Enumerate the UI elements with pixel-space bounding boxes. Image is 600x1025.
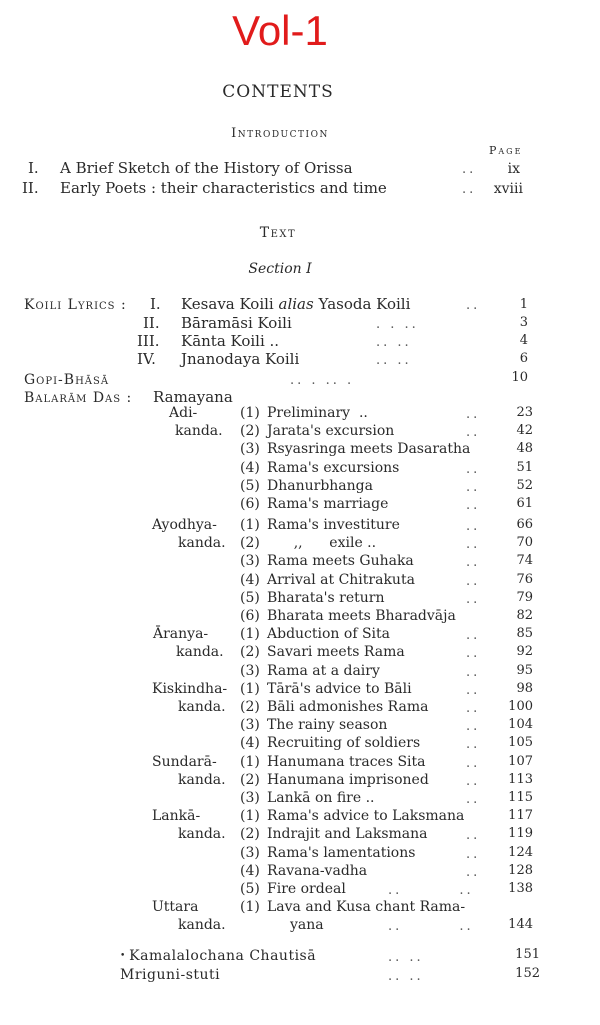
entry-title: The rainy season xyxy=(267,717,388,734)
extra-page-1: 151 xyxy=(515,947,540,962)
intro-page-2: xviii xyxy=(493,181,523,197)
intro-title-2: Early Poets : their characteristics and time xyxy=(60,179,387,197)
kanda-name: Uttara xyxy=(152,899,199,916)
kanda-name: Adi- xyxy=(169,405,198,421)
kanda-name-suffix: kanda. xyxy=(178,826,226,843)
entry-dots: .. xyxy=(466,664,481,680)
koili-page-4: 6 xyxy=(519,351,528,366)
entry-page: 85 xyxy=(516,626,533,642)
entry-title: ,, exile .. xyxy=(267,535,377,552)
section-heading: Section I xyxy=(248,261,312,277)
entry-dots: .. xyxy=(466,682,481,698)
entry-page: 23 xyxy=(516,405,533,420)
entry-title: Jarata's excursion xyxy=(267,423,395,440)
entry-page: 124 xyxy=(508,844,533,860)
koili-title-3: Kānta Koili .. xyxy=(181,332,280,350)
entry-number: (6) xyxy=(240,607,260,624)
koili-num-3: III. xyxy=(137,332,160,350)
kanda-name: Ayodhya- xyxy=(152,516,217,533)
volume-label: Vol-1 xyxy=(232,7,328,54)
entry-page: 95 xyxy=(516,662,533,678)
entry-number: (3) xyxy=(240,662,260,679)
koili-page-3: 4 xyxy=(519,333,528,348)
entry-number: (4) xyxy=(240,459,260,476)
extra-title-2: Mriguni-stuti xyxy=(120,967,221,983)
entry-page: 52 xyxy=(516,477,533,493)
koili-title-1-italic: alias xyxy=(278,295,314,313)
entry-number: (3) xyxy=(240,789,260,806)
entry-dots: .. xyxy=(466,591,481,607)
entry-number: (2) xyxy=(240,644,260,661)
entry-title: Recruiting of soldiers xyxy=(267,735,421,752)
extra-page-2: 152 xyxy=(515,966,540,981)
entry-page: 74 xyxy=(516,553,533,569)
bullet-icon: • xyxy=(120,951,130,961)
entry-page: 98 xyxy=(516,680,533,696)
kanda-name-suffix: kanda. xyxy=(176,644,224,661)
entry-page: 107 xyxy=(508,753,533,769)
entry-title: Indrajit and Laksmana xyxy=(267,826,428,843)
intro-dots-2: .. xyxy=(462,182,477,197)
entry-number: (1) xyxy=(240,753,260,770)
entry-title: Rama's excursions xyxy=(267,459,400,476)
koili-title-1-b: Yasoda Koili xyxy=(313,295,411,313)
entry-number: (1) xyxy=(240,626,260,643)
entry-page: 61 xyxy=(516,496,533,511)
entry-dots: .. .. xyxy=(388,919,474,935)
entry-page: 70 xyxy=(516,535,533,551)
balaram-title: Ramayana xyxy=(153,388,233,406)
entry-page: 42 xyxy=(516,423,533,439)
entry-page: 104 xyxy=(508,717,533,733)
contents-title: CONTENTS xyxy=(222,82,334,102)
entry-dots: .. xyxy=(466,498,481,513)
kanda-name-suffix: kanda. xyxy=(175,423,223,440)
entry-page: 144 xyxy=(508,917,533,933)
koili-page-2: 3 xyxy=(519,315,528,330)
koili-title-1 xyxy=(181,297,410,312)
entry-number: (5) xyxy=(240,589,260,606)
entry-title: Lava and Kusa chant Rama- xyxy=(267,899,466,916)
entry-dots: .. xyxy=(466,737,481,753)
entry-dots: .. xyxy=(466,646,481,662)
koili-dots-4: .. .. xyxy=(376,353,412,368)
entry-title: Rama's marriage xyxy=(267,496,389,512)
intro-page-1: ix xyxy=(507,161,520,177)
extra-dots-2: .. .. xyxy=(388,969,424,984)
entry-page: 117 xyxy=(508,808,533,824)
entry-title: Rama's advice to Laksmana xyxy=(267,808,465,825)
koili-title-4: Jnanodaya Koili xyxy=(181,350,300,368)
koili-title-2: Bāramāsi Koili xyxy=(181,314,292,332)
entry-number: (2) xyxy=(240,826,260,843)
koili-dots-2: . . .. xyxy=(376,317,419,332)
entry-title: Bāli admonishes Rama xyxy=(267,698,429,715)
entry-dots: .. xyxy=(466,461,481,477)
koili-page-1: 1 xyxy=(519,297,528,312)
entry-number: (2) xyxy=(240,423,260,440)
gopi-page: 10 xyxy=(511,370,528,385)
kanda-name-suffix: kanda. xyxy=(178,917,226,934)
kanda-name-suffix: kanda. xyxy=(178,698,226,715)
entry-title: Hanumana traces Sita xyxy=(267,753,426,770)
entry-title: Savari meets Rama xyxy=(267,644,405,661)
entry-dots: .. xyxy=(466,407,481,422)
entry-page: 119 xyxy=(508,826,533,842)
entry-dots: .. xyxy=(466,555,481,571)
intro-dots-1: .. xyxy=(462,162,477,177)
entry-number: (1) xyxy=(240,405,260,421)
introduction-heading: Introduction xyxy=(231,126,329,141)
entry-title: Rama at a dairy xyxy=(267,662,380,679)
entry-number: (1) xyxy=(240,680,260,697)
extra-title-1-text: Kamalalochana Chautisā xyxy=(129,948,317,964)
entry-number: (2) xyxy=(240,535,260,552)
entry-dots: .. xyxy=(466,518,481,534)
entry-title: Rama meets Guhaka xyxy=(267,553,414,570)
entry-number: (3) xyxy=(240,844,260,861)
extra-dots-1: .. .. xyxy=(388,950,424,965)
entry-number: (3) xyxy=(240,553,260,570)
entry-dots: .. xyxy=(466,425,481,441)
entry-number: (5) xyxy=(240,880,260,897)
entry-dots: .. xyxy=(466,791,481,807)
koili-dots-3: .. .. xyxy=(376,335,412,350)
page-column-label: Page xyxy=(489,144,523,157)
entry-title: Rsyasringa meets Dasaratha xyxy=(267,441,471,458)
entry-page: 138 xyxy=(508,880,533,896)
koili-title-1-a: Kesava Koili xyxy=(181,295,279,313)
gopi-label: Gopi-Bhāsā xyxy=(24,372,110,388)
entry-number: (5) xyxy=(240,477,260,494)
kanda-name: Āranya- xyxy=(153,626,209,643)
kanda-name: Kiskindha- xyxy=(152,680,228,697)
entry-title: Lankā on fire .. xyxy=(267,789,375,806)
entry-dots: .. xyxy=(466,537,481,553)
entry-page: 79 xyxy=(516,589,533,605)
entry-number: (4) xyxy=(240,862,260,879)
entry-number: (3) xyxy=(240,717,260,734)
entry-dots: .. .. xyxy=(388,882,474,898)
entry-number: (2) xyxy=(240,771,260,788)
entry-title: Ravana-vadha xyxy=(267,862,368,879)
entry-page: 48 xyxy=(516,441,533,457)
entry-dots: .. xyxy=(466,846,481,862)
kanda-name: Sundarā- xyxy=(152,753,217,770)
intro-num-1: I. xyxy=(28,159,39,177)
entry-page: 76 xyxy=(516,571,533,587)
entry-page: 92 xyxy=(516,644,533,660)
entry-title: Bharata meets Bharadvāja xyxy=(267,607,456,624)
extra-title-1 xyxy=(120,949,316,963)
kanda-name: Lankā- xyxy=(152,808,201,825)
entry-dots: .. xyxy=(466,773,481,789)
entry-number: (4) xyxy=(240,571,260,588)
entry-number: (1) xyxy=(240,899,260,916)
entry-dots: .. xyxy=(466,700,481,716)
entry-dots: .. xyxy=(466,864,481,880)
intro-title-1: A Brief Sketch of the History of Orissa xyxy=(60,159,353,177)
kanda-name-suffix: kanda. xyxy=(178,771,226,788)
entry-title: Arrival at Chitrakuta xyxy=(267,571,415,588)
intro-num-2: II. xyxy=(22,179,39,197)
entry-page: 66 xyxy=(516,516,533,532)
entry-number: (4) xyxy=(240,735,260,752)
entry-number: (6) xyxy=(240,496,260,512)
entry-number: (2) xyxy=(240,698,260,715)
entry-number: (1) xyxy=(240,516,260,533)
entry-title: Bharata's return xyxy=(267,589,385,606)
entry-dots: .. xyxy=(466,573,481,589)
entry-page: 82 xyxy=(516,607,533,623)
entry-dots: .. xyxy=(466,719,481,735)
entry-title: Preliminary .. xyxy=(267,405,368,421)
entry-dots: .. xyxy=(466,628,481,644)
koili-num-2: II. xyxy=(143,314,160,332)
entry-title: Hanumana imprisoned xyxy=(267,771,429,788)
koili-num-1: I. xyxy=(150,295,161,313)
entry-number: (3) xyxy=(240,441,260,458)
entry-page: 51 xyxy=(516,459,533,475)
entry-page: 100 xyxy=(508,698,533,714)
koili-num-4: IV. xyxy=(137,350,156,368)
balaram-label: Balarām Das : xyxy=(24,390,133,406)
entry-dots: .. xyxy=(466,755,481,771)
koili-label: Koili Lyrics : xyxy=(24,297,127,313)
entry-title: Rama's lamentations xyxy=(267,844,416,861)
kanda-name-suffix: kanda. xyxy=(178,535,226,552)
entry-number: (1) xyxy=(240,808,260,825)
text-heading: Text xyxy=(259,225,297,241)
entry-title: Rama's investiture xyxy=(267,516,400,533)
entry-page: 128 xyxy=(508,862,533,878)
entry-page: 105 xyxy=(508,735,533,751)
koili-dots-1: .. xyxy=(466,298,481,313)
entry-title: Tārā's advice to Bāli xyxy=(267,680,412,697)
entry-dots: .. xyxy=(466,479,481,495)
entry-title: Abduction of Sita xyxy=(267,626,390,643)
entry-page: 115 xyxy=(508,789,533,805)
gopi-dots: .. . .. . xyxy=(290,373,355,388)
entry-page: 113 xyxy=(508,771,533,787)
entry-dots: .. xyxy=(466,828,481,844)
entry-title: Dhanurbhanga xyxy=(267,477,373,494)
entry-title: Fire ordeal xyxy=(267,880,346,897)
entry-title: yana xyxy=(290,917,324,934)
